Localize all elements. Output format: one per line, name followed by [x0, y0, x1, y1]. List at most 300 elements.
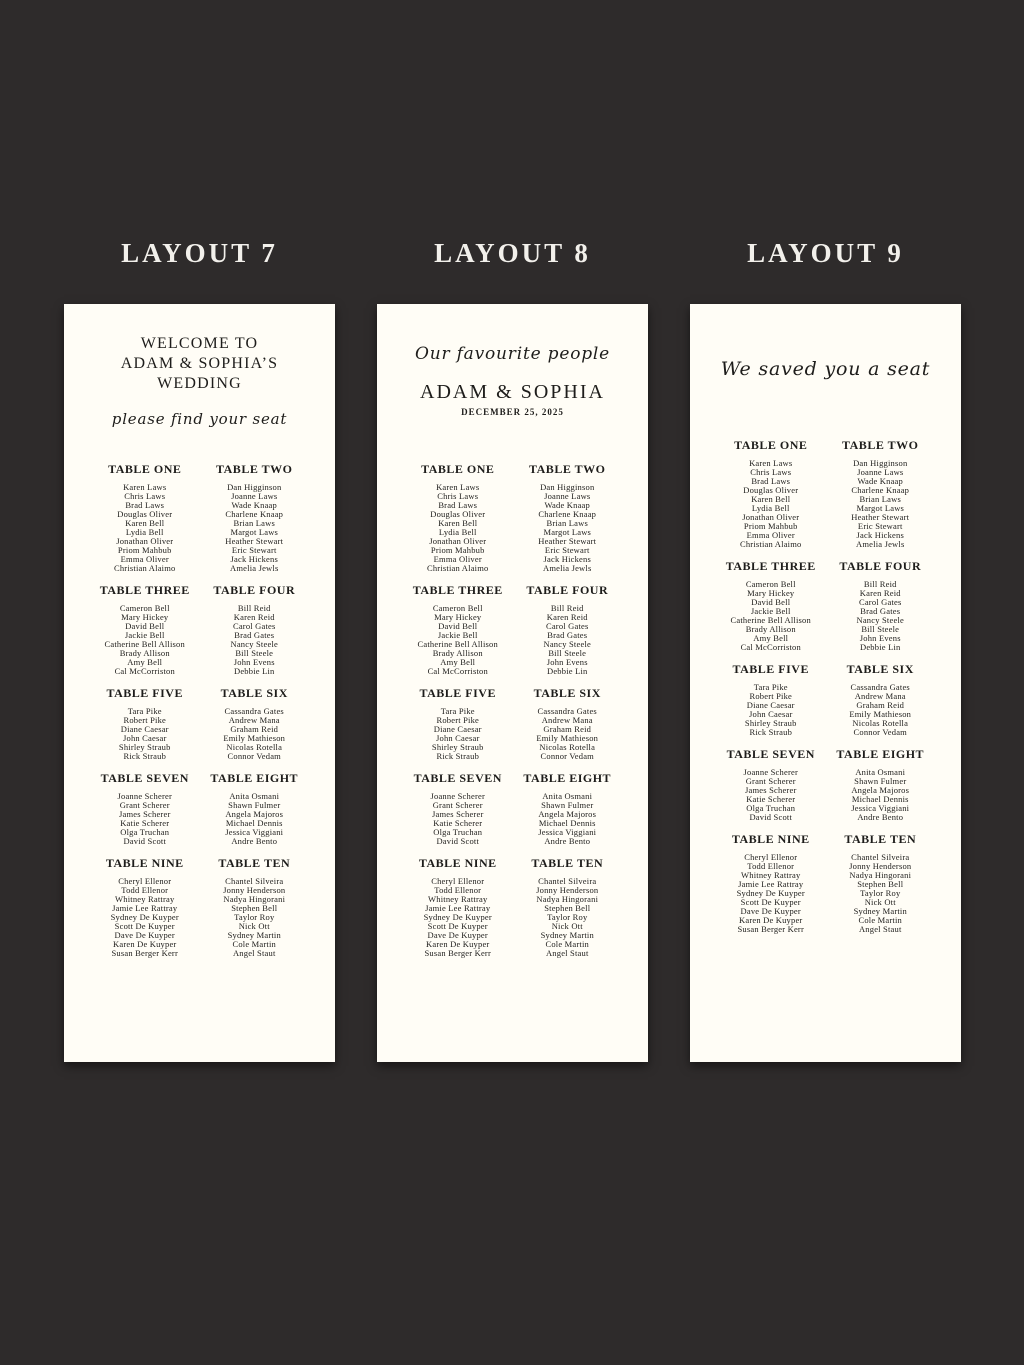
guest-name: Emma Oliver [746, 530, 795, 540]
welcome-title-line-2: ADAM & SOPHIA’S [120, 355, 279, 372]
guest-name: Priom Mahbub [743, 521, 798, 531]
guest-name: Diane Caesar [746, 700, 795, 710]
guest-name: Karen De Kuyper [739, 915, 803, 925]
table-title: TABLE SIX [533, 686, 601, 700]
guest-name: Dan Higginson [227, 482, 282, 492]
guest-name: Jackie Bell [124, 630, 165, 640]
guest-name: Diane Caesar [433, 724, 482, 734]
guest-name: Mary Hickey [747, 588, 795, 598]
table-section [716, 832, 826, 934]
guest-name: Todd Ellenor [121, 885, 169, 895]
guest-name: Charlene Knaap [851, 485, 910, 495]
table-title: TABLE SEVEN [726, 747, 815, 761]
guest-name: Cassandra Gates [537, 706, 597, 716]
guest-name: Wade Knaap [857, 476, 903, 486]
guest-list [716, 459, 826, 549]
guest-name: Karen Reid [233, 612, 275, 622]
guest-name: Nick Ott [238, 921, 270, 931]
guest-name: Lydia Bell [438, 527, 477, 537]
guest-name: David Bell [438, 621, 478, 631]
guest-name: Wade Knaap [544, 500, 590, 510]
guest-name: Sydney Martin [853, 906, 907, 916]
guest-name: Jonny Henderson [849, 861, 912, 871]
guest-name: Emma Oliver [120, 554, 169, 564]
guest-name: Nancy Steele [856, 615, 904, 625]
guest-name: Karen Bell [125, 518, 165, 528]
guest-name: Dave De Kuyper [114, 930, 175, 940]
guest-name: Jonathan Oliver [429, 536, 487, 546]
table-section [90, 771, 200, 846]
table-title: TABLE NINE [105, 856, 184, 870]
guest-name: Jonathan Oliver [742, 512, 800, 522]
guest-name: Christian Alaimo [739, 539, 802, 549]
layout-9-column [690, 236, 961, 1062]
guest-name: Joanne Scherer [430, 791, 485, 801]
table-title: TABLE ONE [421, 462, 495, 476]
guest-name: Priom Mahbub [117, 545, 172, 555]
guest-list [716, 853, 826, 934]
guest-name: Andre Bento [544, 836, 591, 846]
guest-list [513, 707, 623, 761]
guest-name: Whitney Rattray [115, 894, 175, 904]
guest-name: Grant Scherer [745, 776, 796, 786]
guest-name: Chris Laws [750, 467, 792, 477]
table-section [826, 559, 936, 652]
table-title: TABLE TEN [218, 856, 291, 870]
guest-list [200, 707, 310, 761]
guest-name: Stephen Bell [544, 903, 591, 913]
guest-name: Sydney Martin [227, 930, 281, 940]
table-title: TABLE NINE [418, 856, 497, 870]
guest-name: Rick Straub [749, 727, 793, 737]
guest-name: Dan Higginson [853, 458, 908, 468]
guest-name: Jessica Viggiani [225, 827, 284, 837]
card-7-header [90, 304, 309, 462]
guest-name: Cameron Bell [745, 579, 796, 589]
table-section [200, 686, 310, 761]
table-title: TABLE FIVE [419, 686, 496, 700]
guest-name: Anita Osmani [542, 791, 593, 801]
guest-name: Karen Bell [751, 494, 791, 504]
guest-name: Nancy Steele [230, 639, 278, 649]
guest-list [200, 483, 310, 573]
guest-name: Lydia Bell [125, 527, 164, 537]
guest-name: John Evens [859, 633, 901, 643]
guest-name: Shawn Fulmer [228, 800, 281, 810]
guest-name: Michael Dennis [538, 818, 596, 828]
table-title: TABLE THREE [99, 583, 190, 597]
seating-chart-card-8 [377, 304, 648, 1062]
guest-name: Brad Gates [860, 606, 901, 616]
guest-name: Priom Mahbub [430, 545, 485, 555]
table-section [403, 462, 513, 573]
layout-9-label: LAYOUT 9 [747, 238, 904, 268]
guest-name: Debbie Lin [547, 666, 588, 676]
guest-name: Cole Martin [232, 939, 276, 949]
guest-name: Debbie Lin [860, 642, 901, 652]
guest-name: Joanne Scherer [117, 791, 172, 801]
guest-name: Dave De Kuyper [740, 906, 801, 916]
guest-list [826, 853, 936, 934]
guest-name: Cameron Bell [432, 603, 483, 613]
guest-name: Eric Stewart [544, 545, 590, 555]
guest-name: Emily Mathieson [223, 733, 286, 743]
couple-names: ADAM & SOPHIA [420, 381, 605, 403]
guest-list [403, 877, 513, 958]
table-title: TABLE TEN [531, 856, 604, 870]
guest-name: Jack Hickens [543, 554, 591, 564]
guest-list [513, 604, 623, 676]
guest-name: Olga Truchan [120, 827, 170, 837]
guest-name: Rick Straub [123, 751, 167, 761]
guest-name: Karen Laws [749, 458, 793, 468]
guest-name: Rick Straub [436, 751, 480, 761]
guest-name: Cal McCorriston [427, 666, 488, 676]
guest-name: Andre Bento [231, 836, 278, 846]
guest-name: Brady Allison [432, 648, 483, 658]
guest-name: Nadya Hingorani [536, 894, 599, 904]
guest-name: Connor Vedam [227, 751, 281, 761]
table-section [513, 583, 623, 676]
guest-name: Karen Bell [438, 518, 478, 528]
guest-name: Cheryl Ellenor [118, 876, 172, 886]
event-date: DECEMBER 25, 2025 [461, 407, 564, 417]
script-headline: We saved you a seat [720, 358, 931, 380]
guest-name: Bill Reid [863, 579, 897, 589]
seating-chart-card-7 [64, 304, 335, 1062]
guest-name: Karen Reid [859, 588, 901, 598]
guest-name: Joanne Laws [544, 491, 591, 501]
guest-name: Nick Ott [864, 897, 896, 907]
table-title: TABLE FOUR [213, 583, 296, 597]
guest-name: Emma Oliver [433, 554, 482, 564]
guest-name: Anita Osmani [229, 791, 280, 801]
table-section [403, 771, 513, 846]
guest-name: Douglas Oliver [117, 509, 173, 519]
guest-name: Robert Pike [123, 715, 167, 725]
table-title: TABLE TEN [844, 832, 917, 846]
guest-name: Katie Scherer [433, 818, 483, 828]
table-section [90, 856, 200, 958]
guest-name: Mary Hickey [121, 612, 169, 622]
guest-name: Karen De Kuyper [113, 939, 177, 949]
table-title: TABLE ONE [108, 462, 182, 476]
welcome-title-line-1: WELCOME TO [140, 335, 259, 352]
script-headline: Our favourite people [414, 344, 611, 364]
guest-name: Amy Bell [440, 657, 476, 667]
guest-name: Karen Laws [436, 482, 480, 492]
table-section [403, 856, 513, 958]
table-section [200, 856, 310, 958]
guest-list [826, 459, 936, 549]
guest-name: Jonny Henderson [223, 885, 286, 895]
guest-name: Susan Berger Kerr [111, 948, 178, 958]
guest-name: Margot Laws [856, 503, 905, 513]
guest-name: Andrew Mana [228, 715, 280, 725]
guest-name: Jessica Viggiani [851, 803, 910, 813]
guest-name: Carol Gates [232, 621, 276, 631]
table-title: TABLE ONE [734, 438, 808, 452]
guest-name: Catherine Bell Allison [417, 639, 498, 649]
guest-name: Jonathan Oliver [116, 536, 174, 546]
guest-name: Shawn Fulmer [854, 776, 907, 786]
guest-name: Brian Laws [859, 494, 901, 504]
guest-name: Stephen Bell [231, 903, 278, 913]
guest-name: Andrew Mana [854, 691, 906, 701]
guest-name: Cheryl Ellenor [431, 876, 485, 886]
guest-list [200, 877, 310, 958]
layout-7-label: LAYOUT 7 [121, 238, 278, 268]
guest-name: Dave De Kuyper [427, 930, 488, 940]
guest-name: Jackie Bell [750, 606, 791, 616]
guest-name: Todd Ellenor [747, 861, 795, 871]
guest-name: Brad Laws [125, 500, 165, 510]
guest-name: Diane Caesar [120, 724, 169, 734]
table-title: TABLE SEVEN [100, 771, 189, 785]
guest-name: Eric Stewart [857, 521, 903, 531]
guest-name: Jonny Henderson [536, 885, 599, 895]
guest-name: Shirley Straub [118, 742, 171, 752]
guest-name: Taylor Roy [547, 912, 588, 922]
table-title: TABLE FOUR [839, 559, 922, 573]
guest-name: Chantel Silveira [225, 876, 284, 886]
guest-name: Tara Pike [440, 706, 475, 716]
guest-name: Shirley Straub [744, 718, 797, 728]
card-9-header [716, 304, 935, 438]
guest-name: Tara Pike [127, 706, 162, 716]
guest-name: Douglas Oliver [743, 485, 799, 495]
table-title: TABLE SIX [220, 686, 288, 700]
guest-name: David Scott [436, 836, 480, 846]
guest-name: Graham Reid [856, 700, 905, 710]
guest-name: Angel Staut [232, 948, 276, 958]
guest-list [826, 683, 936, 737]
guest-name: Brady Allison [119, 648, 170, 658]
welcome-title [90, 334, 309, 394]
table-title: TABLE SEVEN [413, 771, 502, 785]
table-title: TABLE EIGHT [836, 747, 925, 761]
table-section [90, 686, 200, 761]
table-section [403, 583, 513, 676]
guest-name: Brad Gates [234, 630, 275, 640]
table-section [200, 462, 310, 573]
guest-name: Chantel Silveira [851, 852, 910, 862]
guest-name: Christian Alaimo [426, 563, 489, 573]
guest-name: Amelia Jewls [543, 563, 592, 573]
guest-name: Scott De Kuyper [740, 897, 801, 907]
guest-name: Eric Stewart [231, 545, 277, 555]
guest-name: Olga Truchan [746, 803, 796, 813]
guest-name: Karen De Kuyper [426, 939, 490, 949]
guest-name: James Scherer [119, 809, 171, 819]
guest-name: Brad Laws [438, 500, 478, 510]
layout-7-column [64, 236, 335, 1062]
table-section [90, 462, 200, 573]
guest-name: Dan Higginson [540, 482, 595, 492]
script-subtitle: please find your seat [111, 410, 288, 428]
guest-name: Bill Steele [861, 624, 900, 634]
guest-name: Connor Vedam [540, 751, 594, 761]
guest-name: Katie Scherer [120, 818, 170, 828]
guest-name: Lydia Bell [751, 503, 790, 513]
guest-name: Heather Stewart [538, 536, 597, 546]
guest-name: Cameron Bell [119, 603, 170, 613]
guest-name: Taylor Roy [860, 888, 901, 898]
guest-list [200, 792, 310, 846]
guest-list [90, 483, 200, 573]
guest-name: Scott De Kuyper [427, 921, 488, 931]
table-title: TABLE SIX [846, 662, 914, 676]
guest-name: Mary Hickey [434, 612, 482, 622]
guest-list [513, 877, 623, 958]
guest-list [716, 683, 826, 737]
guest-list [403, 604, 513, 676]
guest-name: Wade Knaap [231, 500, 277, 510]
guest-name: Karen Laws [123, 482, 167, 492]
guest-name: Olga Truchan [433, 827, 483, 837]
guest-name: Bill Steele [235, 648, 274, 658]
guest-name: Margot Laws [230, 527, 279, 537]
guest-name: Joanne Scherer [743, 767, 798, 777]
guest-name: Joanne Laws [231, 491, 278, 501]
guest-list [90, 877, 200, 958]
table-section [90, 583, 200, 676]
tables-grid [716, 438, 935, 934]
guest-name: Emily Mathieson [849, 709, 912, 719]
table-section [513, 856, 623, 958]
card-8-header [403, 304, 622, 462]
guest-name: Nadya Hingorani [849, 870, 912, 880]
guest-name: Brian Laws [546, 518, 588, 528]
guest-name: Cal McCorriston [740, 642, 801, 652]
table-title: TABLE TWO [529, 462, 606, 476]
guest-name: Jackie Bell [437, 630, 478, 640]
guest-name: Karen Reid [546, 612, 588, 622]
guest-name: David Scott [749, 812, 793, 822]
guest-list [513, 483, 623, 573]
guest-list [403, 792, 513, 846]
guest-name: Grant Scherer [432, 800, 483, 810]
guest-name: Tara Pike [753, 682, 788, 692]
guest-list [403, 483, 513, 573]
guest-name: Bill Reid [550, 603, 584, 613]
guest-name: Susan Berger Kerr [737, 924, 804, 934]
guest-name: Carol Gates [545, 621, 589, 631]
guest-name: Nick Ott [551, 921, 583, 931]
guest-name: Heather Stewart [225, 536, 284, 546]
guest-name: Andre Bento [857, 812, 904, 822]
guest-name: David Scott [123, 836, 167, 846]
guest-name: John Caesar [122, 733, 167, 743]
guest-name: James Scherer [432, 809, 484, 819]
table-section [716, 747, 826, 822]
guest-name: John Evens [233, 657, 275, 667]
guest-name: Cassandra Gates [224, 706, 284, 716]
guest-name: Robert Pike [436, 715, 480, 725]
guest-name: Amy Bell [753, 633, 789, 643]
guest-list [826, 768, 936, 822]
guest-name: Bill Reid [237, 603, 271, 613]
guest-name: Amy Bell [127, 657, 163, 667]
table-section [200, 583, 310, 676]
table-title: TABLE EIGHT [523, 771, 612, 785]
layout-8-column [377, 236, 648, 1062]
table-section [513, 462, 623, 573]
guest-name: Cal McCorriston [114, 666, 175, 676]
guest-list [716, 768, 826, 822]
guest-list [90, 792, 200, 846]
guest-name: Brad Gates [547, 630, 588, 640]
tables-grid [90, 462, 309, 958]
guest-name: Sydney De Kuyper [110, 912, 179, 922]
table-section [403, 686, 513, 761]
guest-name: Amelia Jewls [856, 539, 905, 549]
guest-name: David Bell [125, 621, 165, 631]
guest-name: Catherine Bell Allison [730, 615, 811, 625]
guest-name: Jack Hickens [230, 554, 278, 564]
guest-name: Sydney Martin [540, 930, 594, 940]
seating-chart-card-9 [690, 304, 961, 1062]
guest-name: Jamie Lee Rattray [112, 903, 178, 913]
guest-name: John Caesar [748, 709, 793, 719]
guest-name: Sydney De Kuyper [736, 888, 805, 898]
guest-list [90, 707, 200, 761]
guest-list [826, 580, 936, 652]
guest-name: Cole Martin [545, 939, 589, 949]
table-section [716, 559, 826, 652]
guest-name: Cheryl Ellenor [744, 852, 798, 862]
guest-list [200, 604, 310, 676]
table-section [826, 438, 936, 549]
guest-name: David Bell [751, 597, 791, 607]
table-section [826, 747, 936, 822]
table-title: TABLE TWO [842, 438, 919, 452]
guest-name: Grant Scherer [119, 800, 170, 810]
guest-name: Chris Laws [437, 491, 479, 501]
guest-name: Chris Laws [124, 491, 166, 501]
table-title: TABLE FOUR [526, 583, 609, 597]
guest-name: Emily Mathieson [536, 733, 599, 743]
guest-name: Jamie Lee Rattray [738, 879, 804, 889]
guest-list [90, 604, 200, 676]
guest-name: Scott De Kuyper [114, 921, 175, 931]
table-section [200, 771, 310, 846]
guest-name: Douglas Oliver [430, 509, 486, 519]
guest-name: Nicolas Rotella [539, 742, 596, 752]
guest-name: Nadya Hingorani [223, 894, 286, 904]
table-title: TABLE THREE [412, 583, 503, 597]
guest-name: Nancy Steele [543, 639, 591, 649]
guest-name: Catherine Bell Allison [104, 639, 185, 649]
guest-name: Heather Stewart [851, 512, 910, 522]
guest-name: Margot Laws [543, 527, 592, 537]
guest-name: Andrew Mana [541, 715, 593, 725]
guest-name: Carol Gates [858, 597, 902, 607]
guest-name: Brad Laws [751, 476, 791, 486]
guest-name: Brian Laws [233, 518, 275, 528]
guest-list [403, 707, 513, 761]
guest-name: Brady Allison [745, 624, 796, 634]
table-title: TABLE EIGHT [210, 771, 299, 785]
guest-name: Christian Alaimo [113, 563, 176, 573]
guest-name: Whitney Rattray [741, 870, 801, 880]
table-title: TABLE FIVE [732, 662, 809, 676]
table-section [513, 686, 623, 761]
tables-grid [403, 462, 622, 958]
guest-name: Graham Reid [230, 724, 279, 734]
guest-name: James Scherer [745, 785, 797, 795]
table-section [826, 662, 936, 737]
